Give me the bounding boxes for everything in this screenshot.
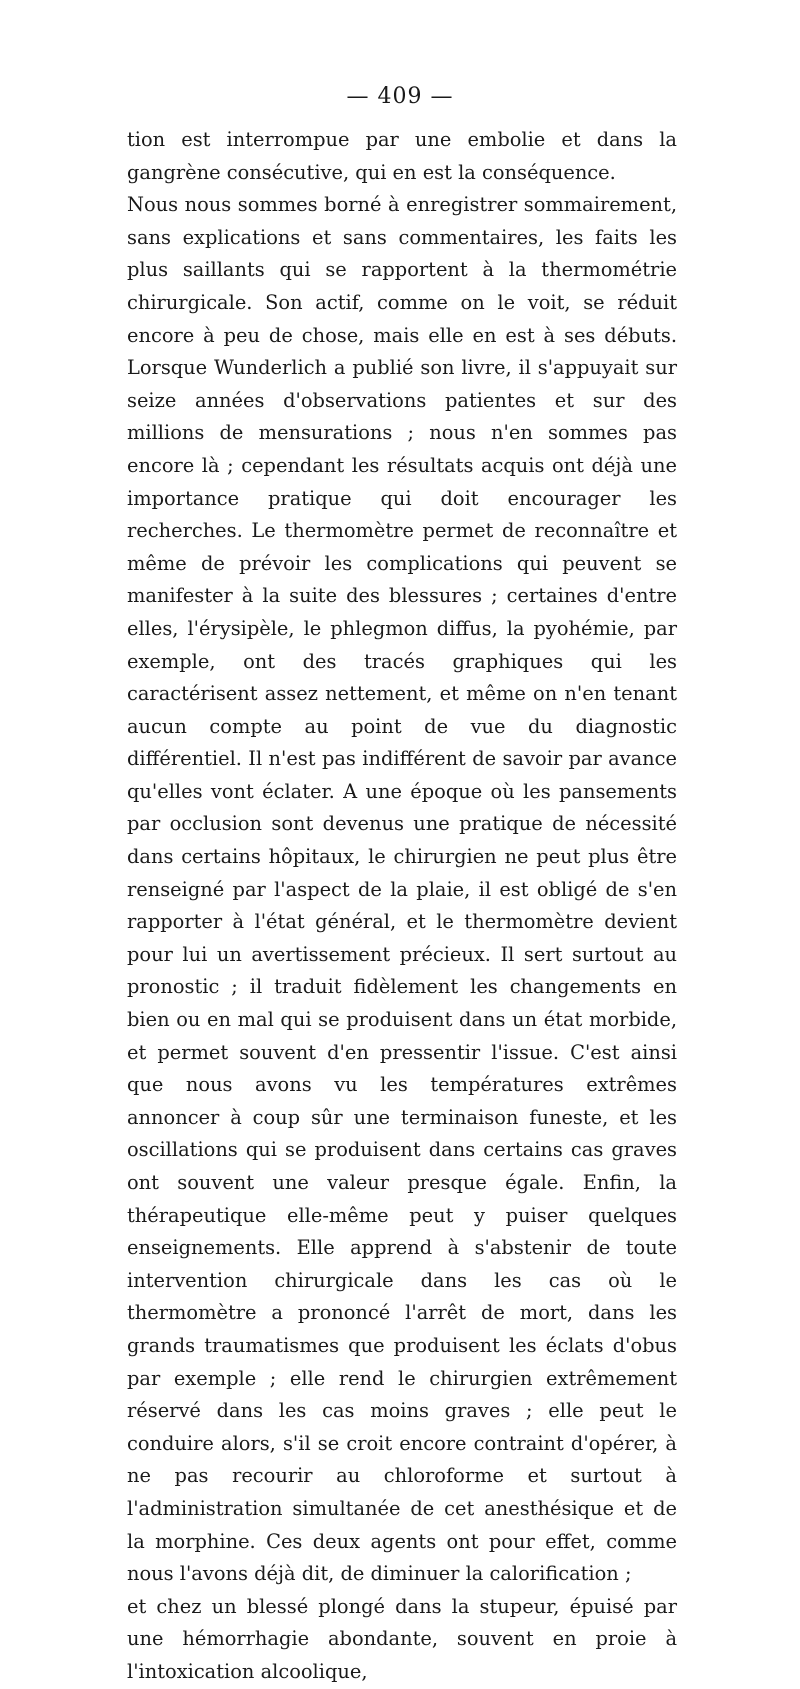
paragraph-3: et chez un blessé plongé dans la stupeur, épuisé par une hémorrhagie abondante, souvent en proie à l'intoxication alcoolique, — [127, 1594, 677, 1683]
page-number: — 409 — — [346, 84, 454, 109]
body-text — [127, 124, 677, 1689]
paragraph-1: tion est interrompue par une embolie et dans la gangrène consécutive, qui en est la conséquence. — [127, 128, 677, 184]
paragraph-2: Nous nous sommes borné à enregistrer sommairement, sans explications et sans commentaires, les faits les plus saillants qui se rapportent à la thermométrie chirurgicale. Son actif, comme on le voit, se réduit encore à peu de chose, mais elle en est à ses débuts. Lorsque Wunderlich a publié son livre, il s'appuyait sur seize années d'observations patientes et sur des millions de mensurations ; nous n'en sommes pas encore là ; cependant les résultats acquis ont déjà une importance pratique qui doit encourager les recherches. Le thermomètre permet de reconnaître et même de prévoir les complications qui peuvent se manifester à la suite des blessures ; certaines d'entre elles, l'érysipèle, le phlegmon diffus, la pyohémie, par exemple, ont des tracés graphiques qui les caractérisent assez nettement, et même on n'en tenant aucun compte au point de vue du diagnostic différentiel. Il n'est pas indifférent de savoir par avance qu'elles vont éclater. A une époque où les pansements par occlusion sont devenus une pratique de nécessité dans certains hôpitaux, le chirurgien ne peut plus être renseigné par l'aspect de la plaie, il est obligé de s'en rapporter à l'état général, et le thermomètre devient pour lui un avertissement précieux. Il sert surtout au pronostic ; il traduit fidèlement les changements en bien ou en mal qui se produisent dans un état morbide, et permet souvent d'en pressentir l'issue. C'est ainsi que nous avons vu les températures extrêmes annoncer à coup sûr une terminaison funeste, et les oscillations qui se produisent dans certains cas graves ont souvent une valeur presque égale. Enfin, la thérapeutique elle-même peut y puiser quelques enseignements. Elle apprend à s'abstenir de toute intervention chirurgicale dans les cas où le thermomètre a prononcé l'arrêt de mort, dans les grands traumatismes que produisent les éclats d'obus par exemple ; elle rend le chirurgien extrêmement réservé dans les cas moins graves ; elle peut le conduire alors, s'il se croit encore contraint d'opérer, à ne pas recourir au chloroforme et surtout à l'administration simultanée de cet anesthésique et de la morphine. Ces deux agents ont pour effet, comme nous l'avons déjà dit, de diminuer la calorification ; — [127, 193, 677, 1586]
